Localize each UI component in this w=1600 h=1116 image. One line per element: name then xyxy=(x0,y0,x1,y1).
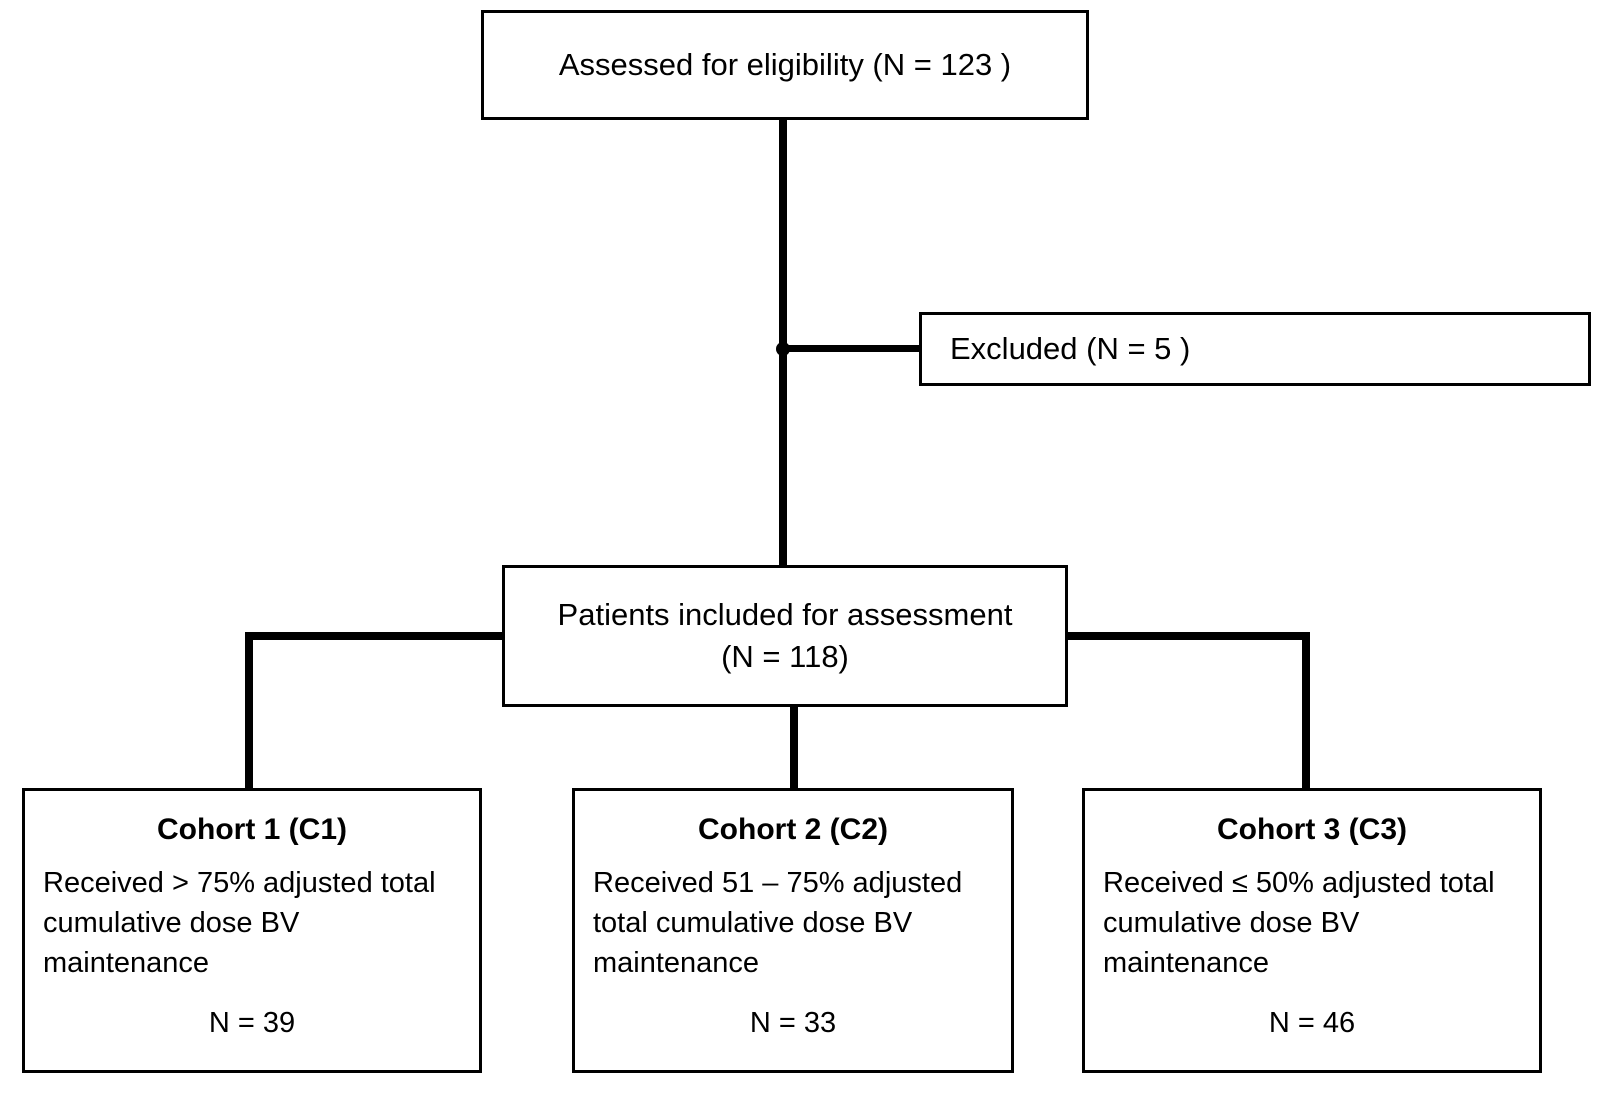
cohort-2-title: Cohort 2 (C2) xyxy=(698,813,888,846)
cohort-1-title: Cohort 1 (C1) xyxy=(157,813,347,846)
node-assessed-for-eligibility-label: Assessed for eligibility (N = 123 ) xyxy=(558,47,1012,82)
cohort-2-description: Received 51 – 75% adjusted total cumulative dose BV maintenance xyxy=(593,867,963,980)
node-cohort-3 xyxy=(1082,788,1542,1073)
connector-to-cohort-3 xyxy=(1302,632,1310,790)
node-excluded xyxy=(919,312,1591,386)
cohort-3-count: N = 46 xyxy=(1268,1007,1356,1040)
cohort-1-description: Received > 75% adjusted total cumulative dose BV maintenance xyxy=(43,867,436,980)
node-cohort-1 xyxy=(22,788,482,1073)
node-cohort-2 xyxy=(572,788,1014,1073)
node-patients-included xyxy=(502,565,1068,707)
cohort-1-count: N = 39 xyxy=(208,1007,296,1040)
cohort-3-title: Cohort 3 (C3) xyxy=(1217,813,1407,846)
node-patients-included-line2: (N = 118) xyxy=(721,639,849,674)
node-assessed-for-eligibility xyxy=(481,10,1089,120)
junction-dot-excluded xyxy=(776,342,790,356)
connector-trunk-to-excluded xyxy=(783,345,923,352)
node-patients-included-line1: Patients included for assessment xyxy=(557,597,1013,633)
node-excluded-label: Excluded (N = 5 ) xyxy=(950,331,1191,366)
cohort-3-description: Received ≤ 50% adjusted total cumulative dose BV maintenance xyxy=(1103,867,1495,980)
connector-to-cohort-2 xyxy=(790,705,798,790)
cohort-2-count: N = 33 xyxy=(749,1007,837,1040)
connector-to-cohort-1 xyxy=(245,632,253,790)
